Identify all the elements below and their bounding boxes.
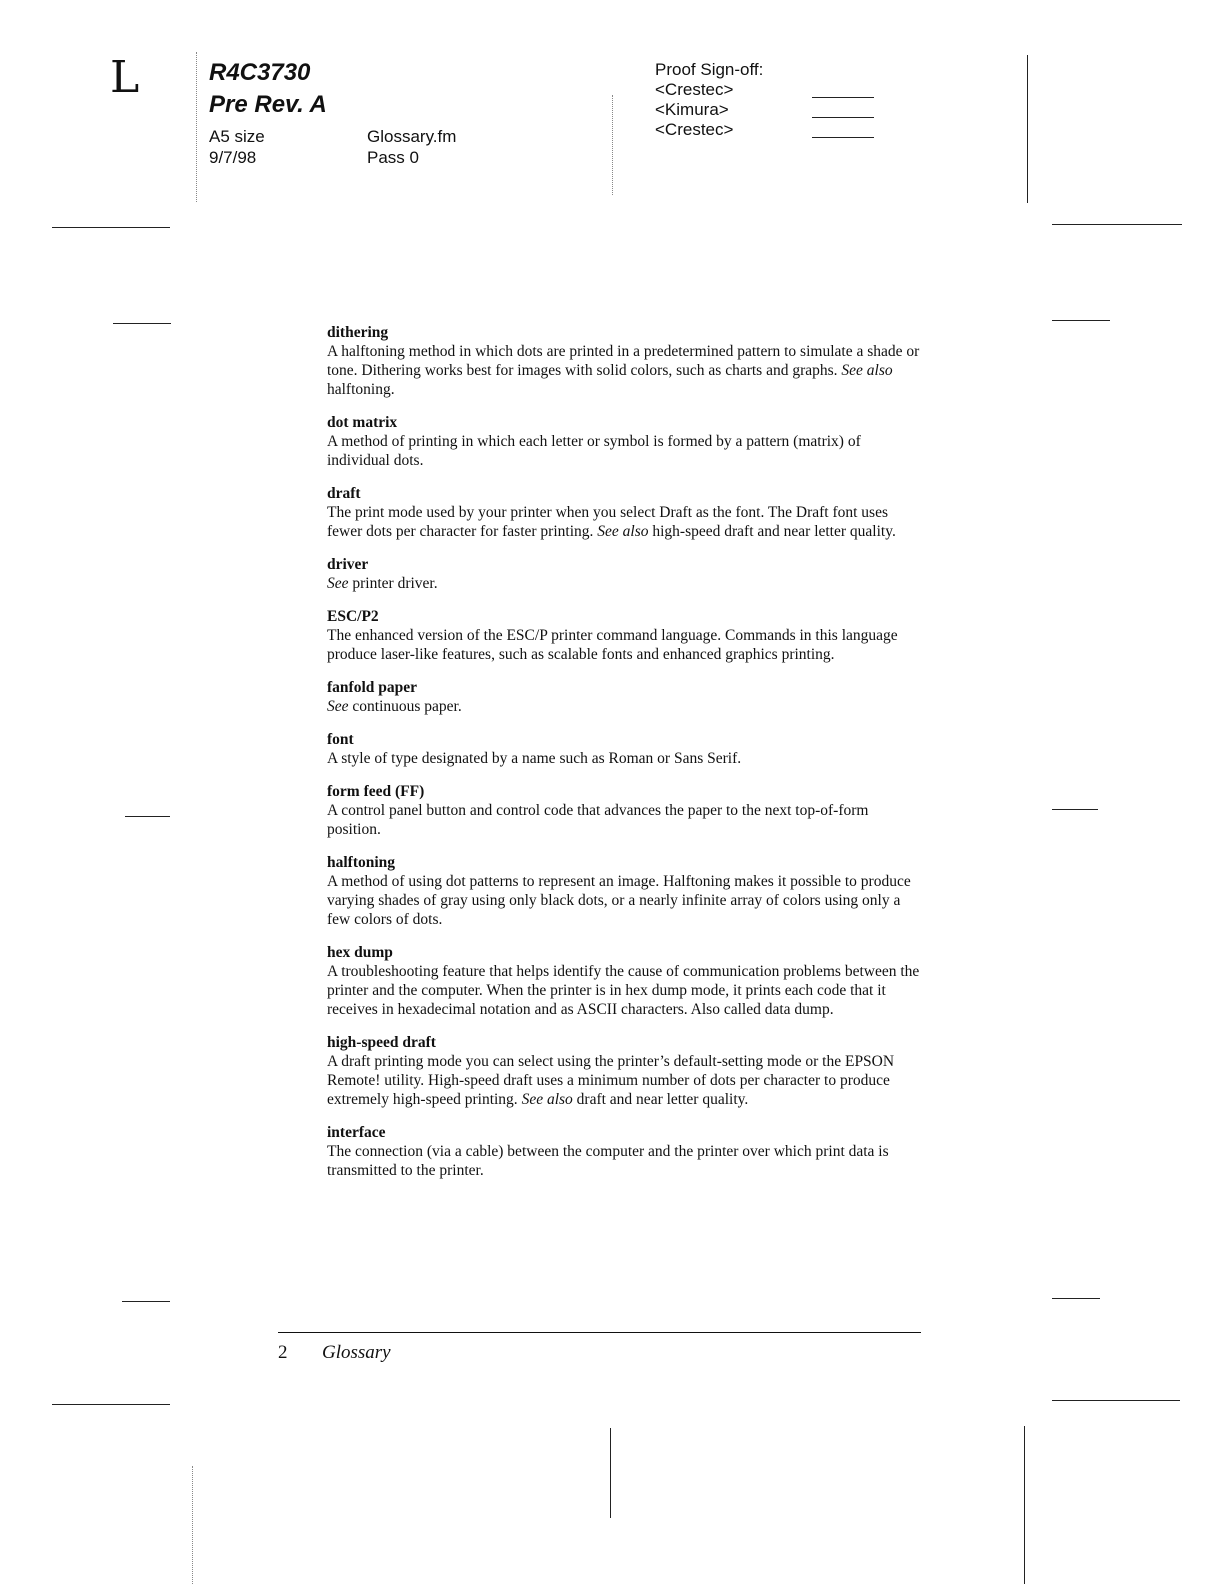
glossary-term: font	[327, 731, 354, 748]
doc-size: A5 size	[209, 127, 265, 146]
glossary-entry	[327, 853, 922, 929]
glossary-entry	[327, 555, 922, 593]
signoff-line	[812, 137, 874, 138]
proof-reviewer: <Crestec>	[655, 120, 734, 139]
crop-mark	[610, 1428, 611, 1518]
glossary-term: draft	[327, 485, 361, 502]
glossary-term: hex dump	[327, 944, 393, 961]
glossary-term: driver	[327, 556, 369, 573]
glossary-definition: A troubleshooting feature that helps identify the cause of communication problems between the printer and the computer. When the printer is in hex dump mode, it prints each code that it receives in hexadecimal notation and as ASCII characters. Also called data dump.	[327, 963, 920, 1018]
glossary-definition: A style of type designated by a name such as Roman or Sans Serif.	[327, 750, 742, 767]
glossary-entry	[327, 1123, 922, 1180]
crop-mark	[1052, 320, 1110, 321]
glossary-entry	[327, 943, 922, 1019]
crop-mark	[122, 1301, 170, 1302]
crop-mark	[1052, 1298, 1100, 1299]
doc-revision: Pre Rev. A	[209, 91, 327, 118]
crop-mark	[52, 227, 170, 228]
crop-mark	[1027, 55, 1028, 203]
glossary-definition: The print mode used by your printer when you select Draft as the font. The Draft font uses fewer dots per character for faster printing. See also high-speed draft and near letter quality.	[327, 504, 896, 540]
proof-signoff	[655, 60, 763, 140]
glossary-term: interface	[327, 1124, 386, 1141]
glossary-entry	[327, 730, 922, 768]
proof-title: Proof Sign-off:	[655, 60, 764, 79]
header-center-mark	[612, 95, 613, 195]
footer-rule	[278, 1332, 921, 1333]
footer-section-title: Glossary	[322, 1342, 391, 1363]
glossary-term: halftoning	[327, 854, 396, 871]
glossary-entry	[327, 323, 922, 399]
glossary-definition: The connection (via a cable) between the computer and the printer over which print data is transmitted to the printer.	[327, 1143, 889, 1179]
doc-pass: Pass 0	[367, 148, 419, 167]
header-divider	[196, 52, 197, 202]
glossary-term: ESC/P2	[327, 608, 379, 625]
glossary-entry	[327, 413, 922, 470]
glossary-term: dot matrix	[327, 414, 398, 431]
glossary-entry	[327, 678, 922, 716]
glossary-definition: See continuous paper.	[327, 698, 462, 715]
crop-mark	[1052, 224, 1182, 225]
glossary-entry	[327, 782, 922, 839]
glossary-term: form feed (FF)	[327, 783, 425, 800]
doc-date: 9/7/98	[209, 148, 257, 167]
glossary-definition: A halftoning method in which dots are printed in a predetermined pattern to simulate a shade or tone. Dithering works best for images with solid colors, such as charts and graphs. See also halftoning.	[327, 343, 920, 398]
page-number: 2	[278, 1342, 288, 1363]
signoff-line	[812, 97, 874, 98]
glossary-definition: A control panel button and control code that advances the paper to the next top-of-form position.	[327, 802, 869, 838]
doc-code: R4C3730	[209, 59, 311, 86]
glossary-definition: See printer driver.	[327, 575, 438, 592]
doc-filename: Glossary.fm	[367, 127, 457, 146]
crop-mark	[1052, 809, 1098, 810]
glossary-entry	[327, 1033, 922, 1109]
crop-mark	[1052, 1400, 1180, 1401]
glossary-definition: A method of printing in which each letter or symbol is formed by a pattern (matrix) of individual dots.	[327, 433, 861, 469]
glossary-term: fanfold paper	[327, 679, 417, 696]
crop-mark	[125, 816, 170, 817]
glossary-definition: A method of using dot patterns to represent an image. Halftoning makes it possible to produce varying shades of gray using only black dots, or a nearly infinite array of colors using only a few colors of dots.	[327, 873, 911, 928]
glossary-entry	[327, 607, 922, 664]
glossary-definition: The enhanced version of the ESC/P printer command language. Commands in this language produce laser-like features, such as scalable fonts and enhanced graphics printing.	[327, 627, 898, 663]
crop-mark	[192, 1466, 193, 1584]
crop-mark	[1024, 1426, 1025, 1584]
crop-mark	[52, 1404, 170, 1405]
signoff-line	[812, 117, 874, 118]
glossary-entry	[327, 484, 922, 541]
proof-reviewer: <Kimura>	[655, 100, 729, 119]
corner-letter: L	[110, 52, 140, 103]
glossary-term: high-speed draft	[327, 1034, 436, 1051]
proof-reviewer: <Crestec>	[655, 80, 734, 99]
crop-mark	[113, 323, 171, 324]
glossary-definition: A draft printing mode you can select using the printer’s default-setting mode or the EPSON Remote! utility. High-speed draft uses a minimum number of dots per character to produce extremely high-speed printing. See also draft and near letter quality.	[327, 1053, 895, 1108]
glossary-list	[327, 323, 922, 1194]
glossary-term: dithering	[327, 324, 389, 341]
